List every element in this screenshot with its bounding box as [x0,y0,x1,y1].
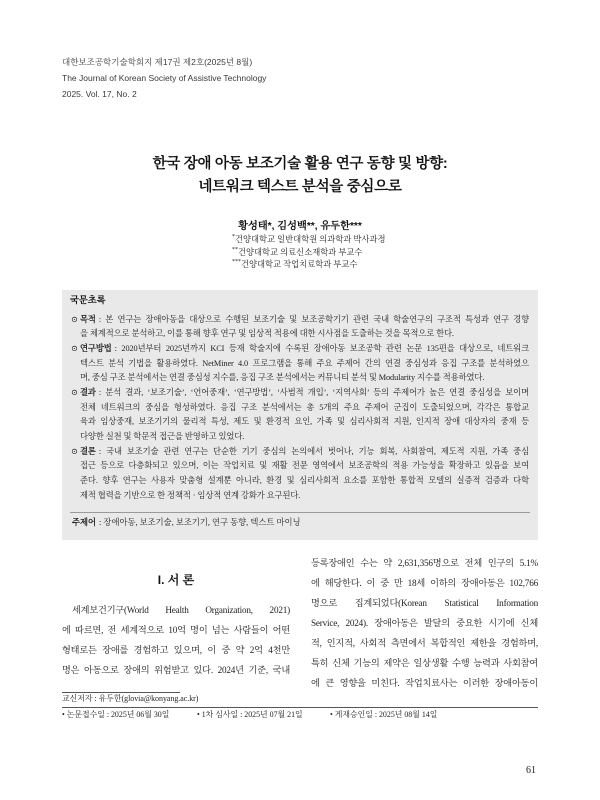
abstract-item-method [71,342,529,386]
bullet-icon: ⊙ [71,343,78,353]
abstract-line: 을 체계적으로 분석하고, 이를 통해 향후 연구 및 임상적 적용에 대한 시사점을 도출하는 것을 목적으로 한다. [80,329,454,339]
affiliation-list [232,234,386,272]
body-line: Service, 2024). 장애아동은 발달의 중요한 시기에 신체 [311,618,538,628]
abstract-line: 제적 협력을 기반으로 한 정책적 · 임상적 연계 강화가 요구된다. [80,490,301,500]
title-line: 한국 장애 아동 보조기술 활용 연구 동향 및 방향: [152,156,448,172]
abstract-line [71,313,529,328]
footnote-rule [62,692,180,693]
journal-issue: 2025. Vol. 17, No. 2 [62,89,137,99]
affiliation-text: 건양대학교 일반대학원 의과학과 박사과정 [235,235,386,244]
footnote-divider [62,707,538,708]
body-line: 명으로 집계되었다(Korean Statistical Information [311,598,538,608]
affiliation-text: 건양대학교 의료신소재학과 부교수 [238,247,363,257]
first-review-date: • 1차 심사일 : 2025년 07월 21일 [197,710,303,719]
affiliation [232,259,386,272]
abstract-line: 접근 등으로 다층화되고 있으며, 이는 작업치료 및 재활 전문 영역에서 보조공학의 적용 가능성을 확장하고 있음을 보여 [80,461,529,471]
body-column-right [311,553,538,693]
body-line: 명은 아동으로 장애의 위험받고 있다. 2024년 기준, 국내 [62,665,290,675]
abstract-item-results [71,386,529,445]
body-line: 특히 신체 기능의 제약은 일상생활 수행 능력과 사회참여 [311,658,538,668]
affiliation-mark: ** [232,246,238,253]
body-line: 에 따르면, 전 세계적으로 10억 명이 넘는 사람들이 어떤 [62,625,290,635]
body-line: 에 해당한다. 이 중 만 18세 이하의 장애아동은 102,766 [311,578,538,588]
body-line: 에 큰 영향을 미친다. 작업치료사는 이러한 장애아동이 [311,678,538,688]
abstract-box [62,290,538,540]
abstract-line: 준다. 향후 연구는 사용자 맞춤형 설계뿐 아니라, 환경 및 심리사회적 요소를 포함한 통합적 모델의 실증적 검증과 다학 [80,476,529,486]
journal-name-ko: 대한보조공학기술학회지 제17권 제2호(2025년 8월) [62,57,253,67]
keywords-label: 주제어 [72,518,97,527]
abstract-text: : 본 연구는 장애아동을 대상으로 수행된 보조기술 및 보조공학기기 관련 국내 학술연구의 구조적 특성과 연구 경향 [98,314,529,324]
affiliation-mark: *** [232,259,241,265]
abstract-body [71,313,529,504]
abstract-line [71,342,529,357]
affiliation [232,247,386,260]
abstract-text: : 국내 보조기술 관련 연구는 단순한 기기 중심의 논의에서 벗어나, 기능 회복, 사회참여, 제도적 지원, 가족 중심 [98,446,529,456]
abstract-line: 육과 임상중재, 보조기기의 물리적 특성, 제도 및 환경적 요인, 가족 및 심리사회적 지원, 인지적 장애 대상자의 중재 등 [80,417,529,427]
abstract-line [71,445,529,460]
abstract-divider [70,512,530,513]
bullet-icon: ⊙ [71,314,78,324]
affiliation-mark: * [232,234,235,240]
abstract-text: : 분석 결과, ‘보조기술’, ‘언어중재’, ‘연구방법’, ‘사범적 개입’, ‘지역사회’ 등의 주제어가 높은 연결 중심성을 보이며 [98,388,529,398]
abstract-line: 며, 중심 구조 분석에서는 연결 중심성 지수를, 응집 구조 분석에서는 커뮤니티 분석 및 Modularity 지수를 적용하였다. [80,373,485,383]
corresponding-author: 교신저자 : 유두한(glovia@konyang.ac.kr) [62,694,199,703]
keywords [72,517,301,529]
accepted-date: • 게재승인일 : 2025년 08월 14일 [330,710,438,719]
author-list: 황성태*, 김성백**, 유두한*** [238,221,362,232]
abstract-item-purpose [71,313,529,342]
body-line: 형태로든 장애를 경험하고 있으며, 이 중 약 2억 4천만 [62,645,290,655]
abstract-item-label: 결론 [80,446,96,456]
journal-header [62,54,266,102]
abstract-item-label: 목적 [80,314,96,324]
page-number: 61 [526,765,536,776]
abstract-line: 텍스트 분석 기법을 활용하였다. NetMiner 4.0 프로그램을 통해 주요 주제어 간의 연결 중심성과 응집 구조를 분석하였으 [80,358,529,368]
title-line: 네트워크 텍스트 분석을 중심으로 [198,179,402,195]
abstract-item-label: 연구방법 [80,343,112,353]
body-line: 세계보건기구(World Health Organization, 2021) [72,605,290,615]
affiliation [232,234,386,247]
body-line: 적, 인지적, 사회적 측면에서 복합적인 제한을 경험하며, [311,638,538,648]
abstract-line: 전체 네트워크의 중심을 형성하였다. 응집 구조 분석에서는 총 5개의 주요 주제어 군집이 도출되었으며, 각각은 통합교 [80,402,529,412]
paper-title [0,153,600,199]
body-line: 등록장애인 수는 약 2,631,356명으로 전체 인구의 5.1% [311,558,538,568]
abstract-item-label: 결과 [80,388,96,398]
body-column-left [62,600,290,680]
abstract-line: 다양한 실천 및 학문적 접근을 반영하고 있었다. [80,432,245,442]
keywords-text: : 장애아동, 보조기술, 보조기기, 연구 동향, 텍스트 마이닝 [99,518,301,527]
abstract-heading: 국문초록 [70,295,106,305]
received-date: • 논문접수일 : 2025년 06월 30일 [62,710,170,719]
bullet-icon: ⊙ [71,388,78,398]
bullet-icon: ⊙ [71,446,78,456]
abstract-item-conclusion [71,445,529,504]
affiliation-text: 건양대학교 작업치료학과 부교수 [241,260,358,269]
abstract-text: : 2020년부터 2025년까지 KCI 등재 학술지에 수록된 장애아동 보조공학 관련 논문 135편을 대상으로, 네트워크 [114,343,529,353]
section-heading: I. 서 론 [157,573,195,587]
abstract-line [71,386,529,401]
journal-name-en: The Journal of Korean Society of Assistive Technology [62,73,267,83]
